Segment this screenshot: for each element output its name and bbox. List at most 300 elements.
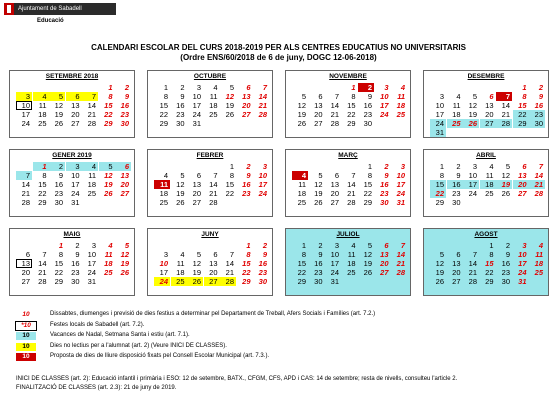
day-cell: 10 bbox=[159, 259, 168, 268]
day-cell: 8 bbox=[163, 92, 168, 101]
day-cell: 7 bbox=[262, 83, 267, 92]
day-cell: 28 bbox=[330, 119, 339, 128]
day-cell: 11 bbox=[104, 250, 113, 259]
day-cell: 15 bbox=[297, 259, 306, 268]
day-cell: 3 bbox=[66, 162, 82, 171]
day-cell: 3 bbox=[262, 162, 267, 171]
day-cell: 3 bbox=[522, 241, 527, 250]
day-cell: 9 bbox=[262, 250, 267, 259]
day-cell: 6 bbox=[384, 241, 389, 250]
day-cell: 17 bbox=[87, 259, 96, 268]
day-cell: 6 bbox=[115, 162, 131, 171]
month-octubre bbox=[147, 70, 273, 138]
day-cell: 6 bbox=[25, 250, 30, 259]
day-cell: 27 bbox=[71, 119, 80, 128]
day-cell: 2 bbox=[505, 241, 510, 250]
day-cell: 9 bbox=[367, 92, 372, 101]
day-cell: 10 bbox=[380, 92, 389, 101]
day-cell: 29 bbox=[242, 277, 251, 286]
day-cell: 20 bbox=[380, 259, 389, 268]
day-cell: 26 bbox=[187, 277, 203, 286]
day-cell: 28 bbox=[396, 268, 405, 277]
day-cell: 24 bbox=[258, 189, 267, 198]
day-cell: 3 bbox=[196, 83, 201, 92]
month-name: SETEMBRE 2018 bbox=[45, 73, 99, 80]
day-cell: 23 bbox=[54, 189, 63, 198]
day-cell: 17 bbox=[518, 259, 527, 268]
day-cell: 1 bbox=[58, 241, 63, 250]
month-name: ABRIL bbox=[476, 152, 496, 159]
day-cell: 26 bbox=[435, 277, 444, 286]
day-cell: 15 bbox=[159, 101, 168, 110]
day-cell: 16 bbox=[501, 259, 510, 268]
day-cell: 22 bbox=[242, 268, 251, 277]
day-cell: 25 bbox=[171, 277, 187, 286]
day-cell: 30 bbox=[176, 119, 185, 128]
day-cell: 28 bbox=[496, 119, 512, 128]
day-cell: 11 bbox=[88, 171, 96, 180]
day-cell: 8 bbox=[439, 171, 444, 180]
day-cell: 22 bbox=[347, 110, 356, 119]
legend-text: Dissabtes, diumenges i previsió de dies festius a determinar pel Departament de Treball, Afers Socials i Famílies (art. 7.2.) bbox=[50, 311, 376, 317]
day-cell: 24 bbox=[518, 268, 527, 277]
day-cell: 16 bbox=[176, 101, 185, 110]
day-cell: 9 bbox=[124, 92, 129, 101]
day-cell: 4 bbox=[400, 83, 405, 92]
month-novembre bbox=[285, 70, 411, 138]
day-cell: 29 bbox=[513, 119, 529, 128]
day-cell: 14 bbox=[258, 92, 267, 101]
day-cell: 20 bbox=[330, 189, 339, 198]
day-cell: 14 bbox=[87, 101, 96, 110]
day-cell: 8 bbox=[367, 171, 372, 180]
day-cell: 7 bbox=[82, 92, 98, 101]
day-cell: 2 bbox=[262, 241, 267, 250]
day-cell: 19 bbox=[120, 259, 129, 268]
day-cell: 18 bbox=[347, 259, 356, 268]
day-cell: 14 bbox=[38, 259, 47, 268]
day-cell: 3 bbox=[384, 83, 389, 92]
day-cell: 7 bbox=[334, 92, 339, 101]
day-cell: 16 bbox=[534, 101, 543, 110]
day-cell: 13 bbox=[330, 180, 339, 189]
day-cell: 18 bbox=[104, 259, 113, 268]
day-cell: 3 bbox=[472, 162, 477, 171]
day-cell: 8 bbox=[42, 171, 47, 180]
day-cell: 28 bbox=[347, 198, 356, 207]
day-cell: 21 bbox=[258, 101, 267, 110]
day-cell: 10 bbox=[435, 101, 444, 110]
day-cell: 13 bbox=[518, 171, 527, 180]
day-cell: 1 bbox=[163, 83, 168, 92]
day-cell: 14 bbox=[534, 171, 543, 180]
day-cell: 6 bbox=[246, 83, 251, 92]
day-cell: 12 bbox=[314, 180, 323, 189]
day-cell: 11 bbox=[298, 180, 306, 189]
day-cell: 15 bbox=[430, 180, 446, 189]
legend-swatch: *10 bbox=[16, 322, 36, 330]
day-cell: 16 bbox=[447, 180, 463, 189]
page-subtitle: (Ordre ENS/60/2018 de 6 de juny, DOGC 12-06-2018) bbox=[180, 53, 377, 62]
day-cell: 28 bbox=[209, 198, 218, 207]
day-cell: 30 bbox=[120, 119, 129, 128]
day-cell: 11 bbox=[485, 171, 494, 180]
day-cell: 17 bbox=[330, 259, 339, 268]
day-cell: 14 bbox=[468, 259, 477, 268]
day-cell: 9 bbox=[75, 250, 80, 259]
day-cell: 7 bbox=[472, 250, 477, 259]
day-cell: 6 bbox=[456, 250, 461, 259]
day-cell: 13 bbox=[192, 180, 201, 189]
day-cell: 24 bbox=[430, 119, 446, 128]
day-cell: 22 bbox=[104, 110, 113, 119]
day-cell: 27 bbox=[518, 189, 527, 198]
month-setembre-2018 bbox=[9, 70, 135, 138]
day-cell: 13 bbox=[485, 101, 494, 110]
day-cell: 27 bbox=[242, 110, 251, 119]
day-cell: 19 bbox=[435, 268, 444, 277]
month-abril bbox=[423, 149, 549, 217]
day-cell: 19 bbox=[496, 180, 512, 189]
day-cell: 31 bbox=[330, 277, 339, 286]
day-cell: 12 bbox=[54, 101, 63, 110]
day-cell: 1 bbox=[229, 162, 234, 171]
day-cell: 11 bbox=[535, 250, 543, 259]
day-cell: 21 bbox=[330, 110, 339, 119]
day-cell: 28 bbox=[468, 277, 477, 286]
month-name: FEBRER bbox=[196, 152, 224, 159]
day-cell: 30 bbox=[54, 198, 63, 207]
day-cell: 6 bbox=[66, 92, 82, 101]
day-cell: 24 bbox=[192, 110, 201, 119]
day-cell: 20 bbox=[452, 268, 461, 277]
day-cell: 2 bbox=[246, 162, 251, 171]
day-cell: 8 bbox=[489, 250, 494, 259]
day-cell: 21 bbox=[347, 189, 356, 198]
day-cell: 13 bbox=[16, 259, 32, 268]
day-cell: 11 bbox=[209, 92, 218, 101]
day-cell: 13 bbox=[452, 259, 461, 268]
day-cell: 19 bbox=[468, 110, 477, 119]
day-cell: 4 bbox=[213, 83, 218, 92]
day-cell: 21 bbox=[396, 259, 405, 268]
day-cell: 22 bbox=[225, 189, 234, 198]
day-cell: 17 bbox=[21, 110, 30, 119]
day-cell: 13 bbox=[71, 101, 80, 110]
day-cell: 27 bbox=[21, 277, 30, 286]
day-cell: 8 bbox=[351, 92, 356, 101]
day-cell: 25 bbox=[87, 189, 96, 198]
day-cell: 29 bbox=[435, 198, 444, 207]
day-cell: 2 bbox=[358, 83, 374, 92]
day-cell: 23 bbox=[363, 110, 372, 119]
month-desembre bbox=[423, 70, 549, 138]
org-name: Ajuntament de Sabadell bbox=[14, 3, 116, 15]
day-cell: 14 bbox=[21, 180, 30, 189]
day-cell: 7 bbox=[213, 171, 218, 180]
day-cell: 5 bbox=[99, 162, 115, 171]
day-cell: 12 bbox=[435, 259, 444, 268]
day-cell: 4 bbox=[82, 162, 98, 171]
day-cell: 25 bbox=[159, 198, 168, 207]
day-cell: 22 bbox=[513, 110, 529, 119]
day-cell: 17 bbox=[463, 180, 479, 189]
day-cell: 27 bbox=[120, 189, 129, 198]
day-cell: 25 bbox=[347, 268, 356, 277]
day-cell: 1 bbox=[108, 83, 113, 92]
day-cell: 31 bbox=[430, 128, 446, 137]
day-cell: 22 bbox=[485, 268, 494, 277]
day-cell: 10 bbox=[518, 250, 527, 259]
month-name: AGOST bbox=[474, 231, 498, 238]
day-cell: 18 bbox=[159, 189, 168, 198]
day-cell: 26 bbox=[314, 198, 323, 207]
day-cell: 23 bbox=[314, 268, 323, 277]
day-cell: 18 bbox=[452, 110, 461, 119]
day-cell: 27 bbox=[380, 268, 389, 277]
day-cell: 11 bbox=[452, 101, 461, 110]
day-cell: 25 bbox=[209, 110, 218, 119]
day-cell: 29 bbox=[159, 119, 168, 128]
day-cell: 9 bbox=[538, 92, 543, 101]
day-cell: 27 bbox=[204, 277, 220, 286]
day-cell: 24 bbox=[87, 268, 96, 277]
day-cell: 24 bbox=[21, 119, 30, 128]
day-cell: 7 bbox=[16, 171, 32, 180]
day-cell: 20 bbox=[21, 268, 30, 277]
day-cell: 30 bbox=[314, 277, 323, 286]
day-cell: 25 bbox=[38, 119, 47, 128]
day-cell: 5 bbox=[49, 92, 65, 101]
day-cell: 27 bbox=[330, 198, 339, 207]
day-cell: 1 bbox=[33, 162, 49, 171]
day-cell: 2 bbox=[75, 241, 80, 250]
day-cell: 1 bbox=[522, 83, 527, 92]
day-cell: 21 bbox=[529, 180, 545, 189]
day-cell: 19 bbox=[192, 268, 201, 277]
day-cell: 26 bbox=[176, 198, 185, 207]
month-juliol bbox=[285, 228, 411, 296]
day-cell: 6 bbox=[522, 162, 527, 171]
note-final: FINALITZACIÓ DE CLASSES (art. 2.3): 21 de juny de 2019. bbox=[16, 385, 177, 391]
day-cell: 3 bbox=[163, 250, 168, 259]
day-cell: 1 bbox=[301, 241, 306, 250]
day-cell: 28 bbox=[534, 189, 543, 198]
day-cell: 12 bbox=[501, 171, 510, 180]
day-cell: 17 bbox=[435, 110, 444, 119]
month-agost bbox=[423, 228, 549, 296]
day-cell: 25 bbox=[534, 268, 543, 277]
day-cell: 12 bbox=[192, 259, 201, 268]
day-cell: 30 bbox=[452, 198, 461, 207]
day-cell: 5 bbox=[196, 250, 201, 259]
day-cell: 10 bbox=[16, 101, 32, 110]
day-cell: 19 bbox=[225, 101, 234, 110]
day-cell: 25 bbox=[396, 110, 405, 119]
day-cell: 19 bbox=[297, 110, 306, 119]
day-cell: 2 bbox=[384, 162, 389, 171]
day-cell: 16 bbox=[54, 180, 63, 189]
page-title: CALENDARI ESCOLAR DEL CURS 2018-2019 PER ALS CENTRES EDUCATIUS NO UNIVERSITARIS bbox=[91, 43, 466, 52]
day-cell: 21 bbox=[87, 110, 96, 119]
day-cell: 28 bbox=[220, 277, 236, 286]
legend-text: Festes locals de Sabadell (art. 7.2). bbox=[50, 321, 145, 328]
day-cell: 23 bbox=[452, 189, 461, 198]
day-cell: 15 bbox=[38, 180, 47, 189]
day-cell: 7 bbox=[351, 171, 356, 180]
day-cell: 15 bbox=[242, 259, 251, 268]
day-cell: 16 bbox=[314, 259, 323, 268]
day-cell: 20 bbox=[485, 110, 494, 119]
legend-text: Vacances de Nadal, Setmana Santa i estiu (art. 7.1). bbox=[50, 332, 190, 338]
note-inici: INICI DE CLASSES (art. 2): Educació infantil i primària i ESO: 12 de setembre, BATX., CFGM, CFS, APD i CAS: 14 de setembre; resta de nivells, consulteu l'article 2. bbox=[16, 376, 458, 382]
day-cell: 10 bbox=[87, 250, 96, 259]
day-cell: 5 bbox=[229, 83, 234, 92]
day-cell: 5 bbox=[318, 171, 323, 180]
day-cell: 31 bbox=[518, 277, 527, 286]
day-cell: 7 bbox=[538, 162, 543, 171]
day-cell: 9 bbox=[318, 250, 323, 259]
day-cell: 9 bbox=[58, 171, 63, 180]
day-cell: 18 bbox=[38, 110, 47, 119]
day-cell: 11 bbox=[397, 92, 405, 101]
day-cell: 13 bbox=[242, 92, 251, 101]
day-cell: 5 bbox=[124, 241, 129, 250]
day-cell: 21 bbox=[225, 268, 234, 277]
month-name: OCTUBRE bbox=[193, 73, 227, 80]
day-cell: 30 bbox=[380, 198, 389, 207]
day-cell: 8 bbox=[522, 92, 527, 101]
day-cell: 30 bbox=[258, 277, 267, 286]
day-cell: 14 bbox=[330, 101, 339, 110]
day-cell: 1 bbox=[351, 83, 356, 92]
day-cell: 5 bbox=[472, 92, 477, 101]
day-cell: 9 bbox=[505, 250, 510, 259]
day-cell: 20 bbox=[192, 189, 201, 198]
legend-text: Dies no lectius per a l'alumnat (art. 2) (Veure INICI DE CLASSES). bbox=[50, 342, 227, 349]
day-cell: 16 bbox=[380, 180, 389, 189]
day-cell: 2 bbox=[318, 241, 323, 250]
day-cell: 26 bbox=[104, 189, 113, 198]
day-cell: 12 bbox=[225, 92, 234, 101]
day-cell: 26 bbox=[120, 268, 129, 277]
day-cell: 5 bbox=[367, 241, 372, 250]
day-cell: 24 bbox=[468, 189, 477, 198]
day-cell: 2 bbox=[180, 83, 185, 92]
day-cell: 26 bbox=[297, 119, 306, 128]
day-cell: 7 bbox=[400, 241, 405, 250]
day-cell: 18 bbox=[87, 180, 96, 189]
day-cell: 26 bbox=[501, 189, 510, 198]
day-cell: 17 bbox=[396, 180, 405, 189]
day-cell: 19 bbox=[314, 189, 323, 198]
day-cell: 8 bbox=[108, 92, 113, 101]
day-cell: 19 bbox=[54, 110, 63, 119]
day-cell: 16 bbox=[258, 259, 267, 268]
day-cell: 16 bbox=[242, 180, 251, 189]
day-cell: 20 bbox=[120, 180, 129, 189]
day-cell: 29 bbox=[38, 198, 47, 207]
day-cell: 11 bbox=[38, 101, 47, 110]
day-cell: 6 bbox=[489, 92, 494, 101]
day-cell: 15 bbox=[225, 180, 234, 189]
day-cell: 30 bbox=[71, 277, 80, 286]
day-cell: 13 bbox=[314, 101, 323, 110]
legend-text: Proposta de dies de lliure disposició fixats pel Consell Escolar Municipal (art. 7.3.). bbox=[50, 353, 270, 359]
day-cell: 17 bbox=[71, 180, 80, 189]
month-name: NOVEMBRE bbox=[329, 73, 367, 80]
day-cell: 7 bbox=[496, 92, 512, 101]
month-name: JUNY bbox=[201, 231, 219, 238]
day-cell: 21 bbox=[501, 110, 510, 119]
day-cell: 31 bbox=[192, 119, 201, 128]
day-cell: 27 bbox=[480, 119, 496, 128]
day-cell: 21 bbox=[38, 268, 47, 277]
day-cell: 11 bbox=[347, 250, 356, 259]
day-cell: 23 bbox=[71, 268, 80, 277]
day-cell: 29 bbox=[104, 119, 113, 128]
day-cell: 5 bbox=[505, 162, 510, 171]
day-cell: 15 bbox=[54, 259, 63, 268]
day-cell: 10 bbox=[71, 171, 80, 180]
day-cell: 25 bbox=[297, 198, 306, 207]
day-cell: 5 bbox=[180, 171, 185, 180]
day-cell: 25 bbox=[104, 268, 113, 277]
month-juny bbox=[147, 228, 273, 296]
day-cell: 10 bbox=[468, 171, 477, 180]
day-cell: 15 bbox=[104, 101, 113, 110]
day-cell: 4 bbox=[351, 241, 356, 250]
day-cell: 24 bbox=[396, 189, 405, 198]
day-cell: 2 bbox=[456, 162, 461, 171]
day-cell: 23 bbox=[501, 268, 510, 277]
day-cell: 19 bbox=[363, 259, 372, 268]
day-cell: 14 bbox=[347, 180, 356, 189]
day-cell: 31 bbox=[87, 277, 96, 286]
day-cell: 3 bbox=[400, 162, 405, 171]
day-cell: 3 bbox=[16, 92, 32, 101]
day-cell: 1 bbox=[489, 241, 494, 250]
day-cell: 31 bbox=[71, 198, 80, 207]
day-cell: 29 bbox=[485, 277, 494, 286]
day-cell: 4 bbox=[456, 92, 461, 101]
day-cell: 5 bbox=[301, 92, 306, 101]
day-cell: 9 bbox=[384, 171, 389, 180]
day-cell: 20 bbox=[242, 101, 251, 110]
day-cell: 25 bbox=[447, 119, 463, 128]
day-cell: 12 bbox=[120, 250, 129, 259]
day-cell: 20 bbox=[209, 268, 218, 277]
day-cell: 18 bbox=[396, 101, 405, 110]
day-cell: 4 bbox=[108, 241, 113, 250]
month-mar- bbox=[285, 149, 411, 217]
day-cell: 27 bbox=[452, 277, 461, 286]
day-cell: 22 bbox=[38, 189, 47, 198]
day-cell: 18 bbox=[176, 268, 185, 277]
day-cell: 9 bbox=[180, 92, 185, 101]
day-cell: 11 bbox=[176, 259, 185, 268]
day-cell: 29 bbox=[54, 277, 63, 286]
day-cell: 12 bbox=[104, 171, 113, 180]
legend-swatch: 10 bbox=[16, 343, 36, 351]
day-cell: 26 bbox=[54, 119, 63, 128]
day-cell: 15 bbox=[485, 259, 494, 268]
day-cell: 23 bbox=[380, 189, 389, 198]
day-cell: 13 bbox=[380, 250, 389, 259]
day-cell: 29 bbox=[347, 119, 356, 128]
day-cell: 23 bbox=[242, 189, 251, 198]
day-cell: 24 bbox=[380, 110, 389, 119]
